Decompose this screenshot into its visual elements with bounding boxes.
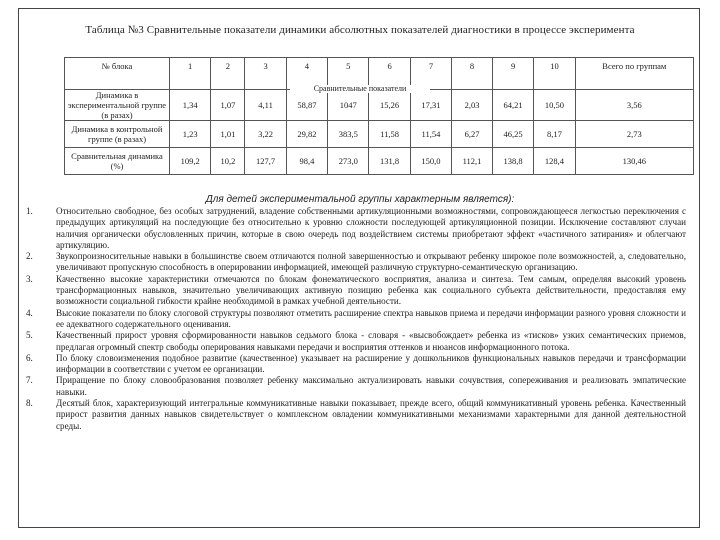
table-cell: 1047 xyxy=(328,90,369,121)
table-cell: 138,8 xyxy=(492,148,533,175)
item-number: 1. xyxy=(26,206,33,216)
item-number: 5. xyxy=(26,330,33,341)
row-label: Динамика в экспериментальной группе (в разах) xyxy=(65,90,170,121)
header-cell: 5 xyxy=(328,58,369,90)
table-cell: 1,01 xyxy=(211,121,245,148)
item-number: 7. xyxy=(26,375,33,386)
findings-list xyxy=(26,206,686,432)
header-cell: № блока xyxy=(65,58,170,90)
list-item xyxy=(26,353,686,376)
header-cell: Всего по группам xyxy=(575,58,693,90)
list-item xyxy=(26,251,686,274)
item-text: Звукопроизносительные навыки в большинстве своем отличаются полной завершенностью и открывают ребенку широкое поле возможностей, а, следовательно, увеличивают пропускную способность в оперировании информацией, имеющей различную структурно-семантическую организацию. xyxy=(56,251,686,273)
header-cell: 10 xyxy=(534,58,575,90)
table-cell: 128,4 xyxy=(534,148,575,175)
item-number: 4. xyxy=(26,307,33,318)
table-cell: 11,54 xyxy=(410,121,451,148)
table-cell: 2,73 xyxy=(575,121,693,148)
list-item xyxy=(26,206,686,251)
table-cell: 383,5 xyxy=(328,121,369,148)
row-label: Динамика в контрольной группе (в разах) xyxy=(65,121,170,148)
table-cell: 1,34 xyxy=(170,90,211,121)
comparison-table xyxy=(64,57,694,175)
section-subheading: Для детей экспериментальной группы характерным является): xyxy=(205,194,515,205)
table-cell: 150,0 xyxy=(410,148,451,175)
table-cell: 273,0 xyxy=(328,148,369,175)
table-cell: 130,46 xyxy=(575,148,693,175)
item-text: Качественный прирост уровня сформированности навыков седьмого блока - словаря - «высвобождает» ребенка из «тисков» узких семантических приемов, предлагая огромный спектр свободы оперирования навыками передачи и восприятия оттенков и нюансов информационного потока. xyxy=(56,330,686,352)
list-item xyxy=(26,308,686,331)
page-title: Таблица №3 Сравнительные показатели динамики абсолютных показателей диагностики в процессе эксперимента xyxy=(85,24,635,36)
table-cell: 10,50 xyxy=(534,90,575,121)
table-cell: 4,11 xyxy=(245,90,286,121)
header-cell: 8 xyxy=(452,58,493,90)
list-item xyxy=(26,330,686,353)
item-number: 2. xyxy=(26,251,33,262)
item-text: По блоку словоизменения подобное развитие (качественное) указывает на расширение у дошкольников функциональных навыков передачи и трансформации информации в соответствии с учетом ее организации. xyxy=(56,352,686,375)
table-row xyxy=(65,90,694,121)
table-row xyxy=(65,148,694,175)
item-text: Качественно высокие характеристики отмечаются по блокам фонематического восприятия, анализа и синтеза. Тем самым, определяя высокий уровень трансформационных навыков, значительно увеличивающих активную позицию ребенка как социального субъекта действительности, предоставляя ему возможности социальной гибкости крайне необходимой в рамках учебной деятельности. xyxy=(56,273,686,307)
item-number: 6. xyxy=(26,352,33,363)
table-cell: 1,07 xyxy=(211,90,245,121)
table-cell: 6,27 xyxy=(452,121,493,148)
list-item xyxy=(26,274,686,308)
table-cell: 58,87 xyxy=(286,90,327,121)
header-cell: 4 xyxy=(286,58,327,90)
item-number: 3. xyxy=(26,273,33,284)
table-cell: 1,23 xyxy=(170,121,211,148)
table-cell: 3,56 xyxy=(575,90,693,121)
table-cell: 8,17 xyxy=(534,121,575,148)
header-cell: 1 xyxy=(170,58,211,90)
table-cell: 10,2 xyxy=(211,148,245,175)
table-cell: 112,1 xyxy=(452,148,493,175)
header-cell: 9 xyxy=(492,58,533,90)
header-cell: 3 xyxy=(245,58,286,90)
header-cell: 2 xyxy=(211,58,245,90)
item-text: Десятый блок, характеризующий интегральные коммуникативные навыки показывает, прежде всего, общий коммуникативный уровень ребенка. Качественный прирост развития данных навыков свидетельствует о комплексном овладении коммуникативными механизмами характерными для данной деятельностной среды. xyxy=(56,398,686,431)
table-cell: 46,25 xyxy=(492,121,533,148)
item-text: Приращение по блоку словообразования позволяет ребенку максимально актуализировать навыки сочувствия, сопереживания и реализовать эмпатические навыки. xyxy=(56,375,686,397)
list-item xyxy=(26,375,686,398)
table-row xyxy=(65,121,694,148)
table-cell: 127,7 xyxy=(245,148,286,175)
item-number: 8. xyxy=(26,398,33,409)
header-cell: 7 xyxy=(410,58,451,90)
table-cell: 3,22 xyxy=(245,121,286,148)
table-cell: 98,4 xyxy=(286,148,327,175)
item-text: Относительно свободное, без особых затруднений, владение собственными артикуляционными возможностями, сопровождающееся легкостью переключения с предыдущих артикуляций на последующие без относительно к уровню сложности последующей артикуляционной позиции. Исключение составляют случаи наличия органически обусловленных причин, которые в свою очередь под воздействием системы приобретают эффект «частичного затирания» и облегчают артикуляцию. xyxy=(56,206,686,250)
row-label: Сравнительная динамика (%) xyxy=(65,148,170,175)
table-cell: 131,8 xyxy=(369,148,410,175)
table-subheader-note: Сравнительные показатели xyxy=(290,85,430,93)
table-cell: 17,31 xyxy=(410,90,451,121)
table-cell: 109,2 xyxy=(170,148,211,175)
table-cell: 15,26 xyxy=(369,90,410,121)
table-cell: 2,03 xyxy=(452,90,493,121)
header-cell: 6 xyxy=(369,58,410,90)
item-text: Высокие показатели по блоку слоговой структуры позволяют отметить расширение спектра навыков приема и передачи информации разного уровня сложности и ее адекватного содержательного оценивания. xyxy=(56,307,686,329)
table-cell: 11,58 xyxy=(369,121,410,148)
table-cell: 29,82 xyxy=(286,121,327,148)
table-cell: 64,21 xyxy=(492,90,533,121)
list-item xyxy=(26,398,686,432)
